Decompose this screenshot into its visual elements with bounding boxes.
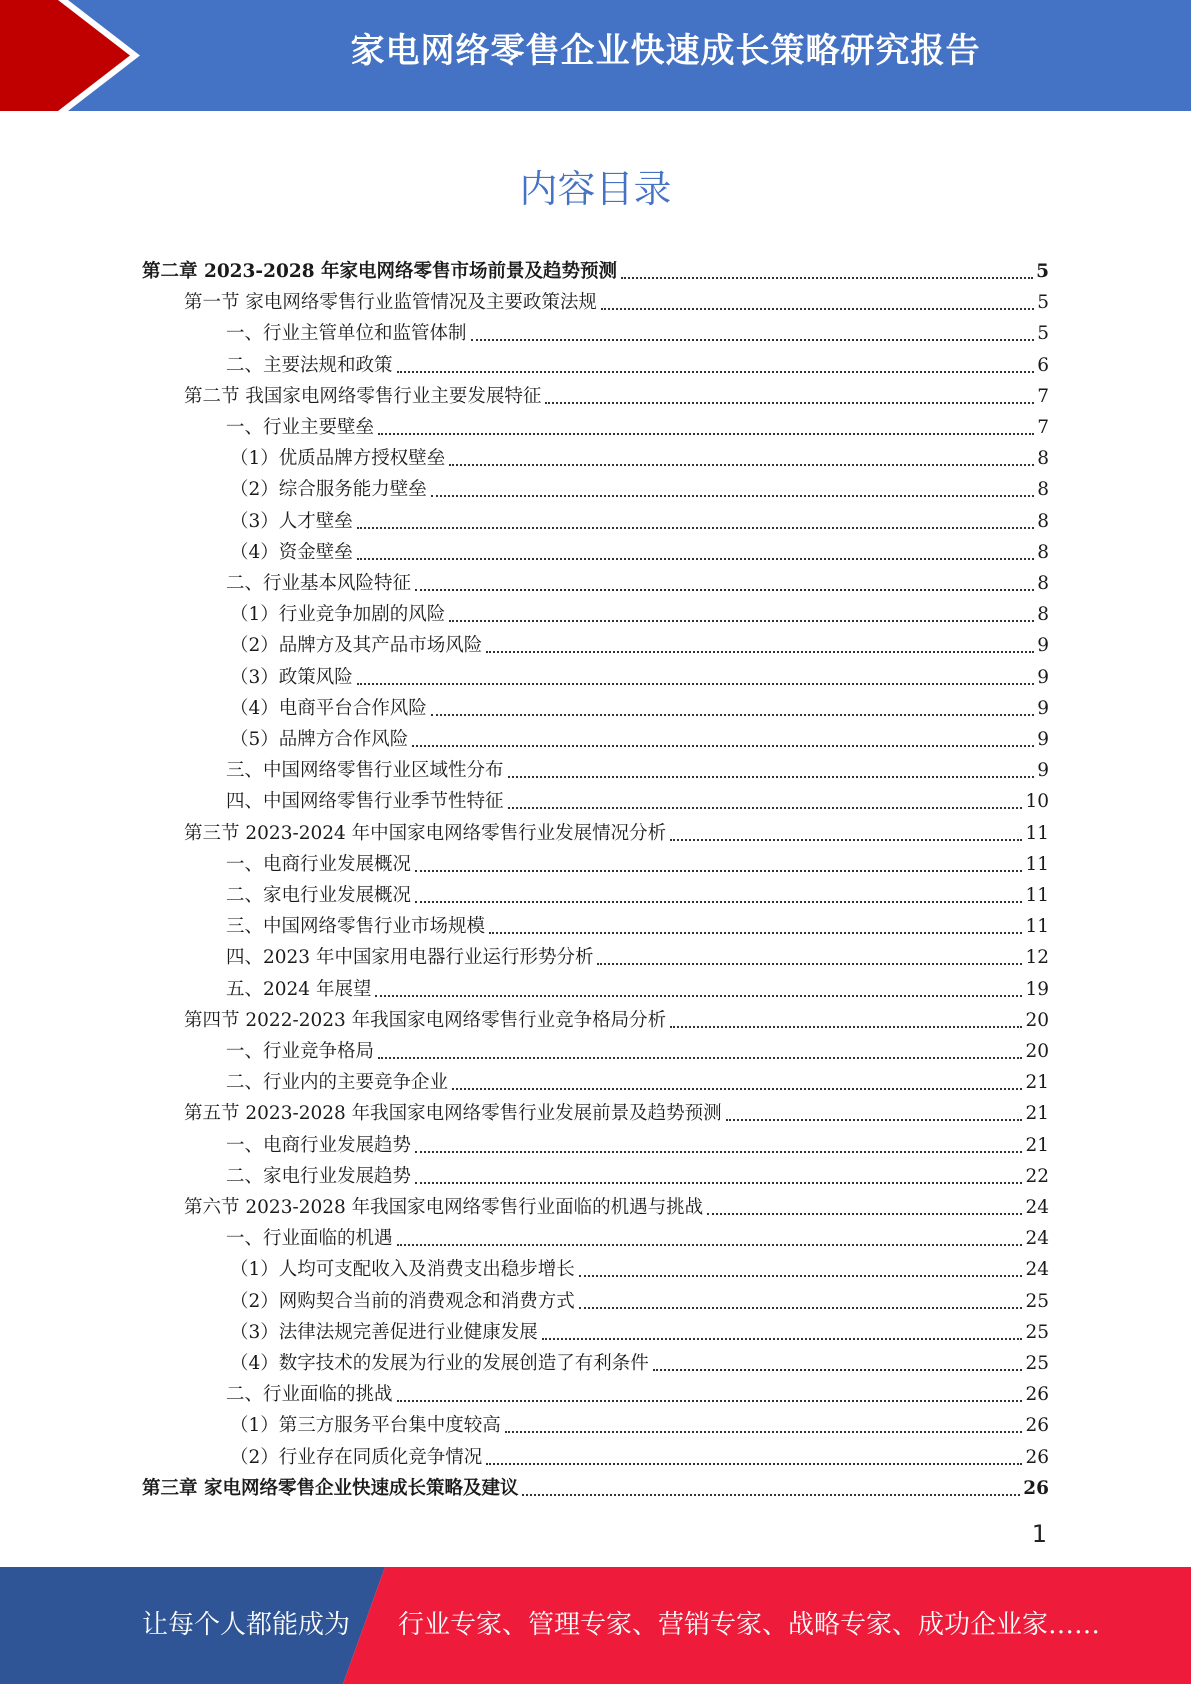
toc-entry-page: 9: [1037, 760, 1049, 782]
toc-entry-title: 第一节 家电网络零售行业监管情况及主要政策法规: [184, 292, 597, 314]
toc-entry-title: 五、2024 年展望: [226, 978, 372, 1000]
footer-slogan: 让每个人都能成为: [142, 1610, 351, 1640]
toc-dot-leader: [431, 714, 1034, 716]
toc-entry-page: 5: [1037, 292, 1049, 314]
toc-dot-leader: [579, 1275, 1023, 1277]
toc-entry[interactable]: [230, 596, 1049, 627]
page-footer: [0, 1567, 1191, 1684]
toc-entry-page: 11: [1025, 885, 1049, 906]
toc-entry-title: 三、中国网络零售行业区域性分布: [226, 760, 504, 782]
toc-entry[interactable]: [184, 815, 1049, 846]
toc-entry[interactable]: [230, 721, 1049, 752]
page-header: [0, 0, 1191, 111]
toc-entry[interactable]: [226, 783, 1049, 814]
toc-entry[interactable]: [230, 1283, 1049, 1314]
toc-entry-page: 11: [1025, 822, 1049, 844]
toc-entry[interactable]: [226, 1158, 1049, 1189]
toc-dot-leader: [431, 495, 1034, 497]
toc-dot-leader: [489, 932, 1022, 934]
toc-entry-title: 二、家电行业发展概况: [226, 885, 412, 906]
toc-dot-leader: [375, 995, 1022, 997]
toc-entry[interactable]: [226, 939, 1049, 970]
toc-dot-leader: [579, 1307, 1023, 1309]
toc-entry-title: 二、行业面临的挑战: [226, 1384, 393, 1406]
toc-dot-leader: [397, 1244, 1023, 1246]
toc-entry[interactable]: [226, 1127, 1049, 1158]
toc-dot-leader: [522, 1494, 1020, 1496]
toc-entry[interactable]: [226, 1064, 1049, 1095]
toc-entry-title: （1）行业竞争加剧的风险: [230, 604, 446, 626]
toc-entry-page: 5: [1037, 323, 1049, 345]
toc-entry[interactable]: [184, 1002, 1049, 1033]
toc-entry[interactable]: [230, 1345, 1049, 1376]
toc-dot-leader: [505, 1431, 1023, 1433]
toc-entry-title: 第二节 我国家电网络零售行业主要发展特征: [184, 385, 542, 407]
toc-entry[interactable]: [230, 659, 1049, 690]
toc-dot-leader: [415, 901, 1022, 903]
toc-entry-page: 9: [1037, 697, 1049, 719]
toc-entry-page: 26: [1025, 1384, 1049, 1406]
toc-entry-page: 24: [1025, 1197, 1049, 1218]
toc-entry-title: 四、中国网络零售行业季节性特征: [226, 791, 504, 813]
toc-entry-title: 第五节 2023-2028 年我国家电网络零售行业发展前景及趋势预测: [184, 1103, 722, 1125]
toc-dot-leader: [670, 839, 1022, 841]
toc-entry-title: 一、行业主要壁垒: [226, 417, 375, 438]
footer-tagline: 行业专家、管理专家、营销专家、战略专家、成功企业家……: [398, 1610, 1101, 1640]
toc-entry-title: 第六节 2023-2028 年我国家电网络零售行业面临的机遇与挑战: [184, 1197, 704, 1218]
toc-dot-leader: [542, 1338, 1023, 1340]
toc-entry[interactable]: [184, 1189, 1049, 1220]
toc-entry[interactable]: [230, 690, 1049, 721]
toc-entry[interactable]: [142, 253, 1049, 284]
toc-entry-page: 22: [1025, 1165, 1049, 1187]
toc-entry-title: 第四节 2022-2023 年我国家电网络零售行业竞争格局分析: [184, 1009, 667, 1031]
toc-entry[interactable]: [226, 877, 1049, 908]
toc-entry-page: 11: [1025, 853, 1049, 875]
toc-entry-page: 9: [1037, 729, 1049, 750]
toc-entry-page: 26: [1025, 1446, 1049, 1468]
toc-dot-leader: [397, 1400, 1023, 1402]
toc-entry-page: 26: [1025, 1415, 1049, 1437]
toc-entry[interactable]: [230, 440, 1049, 471]
toc-entry-page: 20: [1025, 1041, 1049, 1062]
toc-entry-page: 20: [1025, 1009, 1049, 1031]
header-arrow-icon: [0, 0, 160, 111]
toc-entry-title: （4）数字技术的发展为行业的发展创造了有利条件: [230, 1353, 649, 1374]
toc-entry[interactable]: [226, 1033, 1049, 1064]
toc-entry-page: 8: [1037, 541, 1049, 563]
toc-entry-page: 25: [1025, 1321, 1049, 1343]
toc-entry-title: 二、主要法规和政策: [226, 354, 393, 376]
toc-entry-title: （5）品牌方合作风险: [230, 729, 409, 750]
toc-entry[interactable]: [184, 284, 1049, 315]
toc-entry-title: （1）第三方服务平台集中度较高: [230, 1415, 501, 1437]
toc-entry-title: 四、2023 年中国家用电器行业运行形势分析: [226, 947, 594, 969]
page-number: 1: [1031, 1520, 1047, 1548]
toc-entry-title: 一、行业主管单位和监管体制: [226, 323, 467, 345]
toc-entry-title: 二、行业内的主要竞争企业: [226, 1072, 449, 1094]
toc-dot-leader: [415, 1151, 1022, 1153]
toc-dot-leader: [449, 620, 1034, 622]
toc-entry-title: （3）人才壁垒: [230, 510, 353, 532]
toc-entry[interactable]: [226, 908, 1049, 939]
toc-dot-leader: [415, 1182, 1022, 1184]
toc-dot-leader: [415, 870, 1022, 872]
toc-entry[interactable]: [226, 846, 1049, 877]
toc-entry[interactable]: [226, 315, 1049, 346]
toc-entry-page: 19: [1025, 978, 1049, 1000]
toc-dot-leader: [670, 1026, 1022, 1028]
toc-entry-page: 11: [1025, 916, 1049, 938]
toc-dot-leader: [415, 589, 1034, 591]
toc-entry[interactable]: [230, 1407, 1049, 1438]
toc-entry[interactable]: [226, 971, 1049, 1002]
toc-heading: 内容目录: [519, 167, 672, 211]
toc-entry-page: 25: [1025, 1290, 1049, 1312]
toc-entry-title: （3）政策风险: [230, 666, 353, 688]
toc-entry-title: 三、中国网络零售行业市场规模: [226, 916, 486, 938]
toc-entry-page: 21: [1025, 1134, 1049, 1156]
toc-entry-page: 7: [1037, 417, 1049, 438]
toc-entry-page: 6: [1037, 354, 1049, 376]
toc-entry[interactable]: [226, 752, 1049, 783]
toc-dot-leader: [508, 807, 1023, 809]
toc-dot-leader: [601, 308, 1034, 310]
toc-entry-page: 21: [1025, 1103, 1049, 1125]
toc-entry-title: （3）法律法规完善促进行业健康发展: [230, 1321, 538, 1343]
toc-dot-leader: [653, 1369, 1023, 1371]
toc-entry-title: （2）网购契合当前的消费观念和消费方式: [230, 1290, 575, 1312]
report-title: 家电网络零售企业快速成长策略研究报告: [350, 31, 981, 71]
toc-entry-page: 12: [1025, 947, 1049, 969]
toc-entry[interactable]: [226, 1220, 1049, 1251]
toc-entry-title: 第三章 家电网络零售企业快速成长策略及建议: [142, 1477, 519, 1499]
toc-entry-page: 25: [1025, 1353, 1049, 1374]
toc-dot-leader: [357, 683, 1034, 685]
toc-dot-leader: [378, 1057, 1022, 1059]
toc-entry[interactable]: [226, 409, 1049, 440]
toc-dot-leader: [378, 433, 1034, 435]
toc-entry-page: 8: [1037, 510, 1049, 532]
toc-entry-page: 24: [1025, 1259, 1049, 1281]
toc-entry[interactable]: [184, 1095, 1049, 1126]
toc-entry[interactable]: [230, 1314, 1049, 1345]
toc-entry-title: （1）优质品牌方授权壁垒: [230, 448, 446, 470]
toc-dot-leader: [412, 745, 1034, 747]
toc-entry-title: （2）品牌方及其产品市场风险: [230, 635, 483, 657]
toc-dot-leader: [508, 776, 1035, 778]
toc-entry-title: 一、电商行业发展趋势: [226, 1134, 412, 1156]
toc-dot-leader: [357, 558, 1034, 560]
toc-dot-leader: [486, 651, 1034, 653]
toc-entry[interactable]: [142, 1470, 1049, 1501]
toc-entry[interactable]: [226, 347, 1049, 378]
toc-entry-page: 9: [1037, 666, 1049, 688]
toc-entry-title: （4）电商平台合作风险: [230, 697, 427, 719]
toc-dot-leader: [545, 402, 1034, 404]
toc-entry-page: 8: [1037, 479, 1049, 501]
toc-entry-page: 8: [1037, 573, 1049, 594]
toc-entry-page: 21: [1025, 1072, 1049, 1094]
toc-entry-page: 9: [1037, 635, 1049, 657]
toc-entry[interactable]: [226, 565, 1049, 596]
toc-dot-leader: [726, 1119, 1023, 1121]
toc-entry[interactable]: [230, 1439, 1049, 1470]
toc-entry-page: 24: [1025, 1228, 1049, 1250]
toc-entry-page: 8: [1037, 604, 1049, 626]
toc-entry-title: 第二章 2023-2028 年家电网络零售市场前景及趋势预测: [142, 261, 618, 282]
toc-entry[interactable]: [230, 471, 1049, 502]
toc-entry-page: 10: [1025, 791, 1049, 813]
toc-entry-title: 二、家电行业发展趋势: [226, 1165, 412, 1187]
toc-entry-page: 5: [1036, 261, 1049, 282]
toc-entry-title: 第三节 2023-2024 年中国家电网络零售行业发展情况分析: [184, 822, 667, 844]
toc-dot-leader: [357, 527, 1034, 529]
toc-entry[interactable]: [230, 503, 1049, 534]
toc-entry-page: 26: [1023, 1477, 1049, 1499]
toc-dot-leader: [452, 1088, 1022, 1090]
toc-dot-leader: [621, 277, 1033, 279]
toc-entry[interactable]: [226, 1376, 1049, 1407]
toc-entry-title: （1）人均可支配收入及消费支出稳步增长: [230, 1259, 575, 1281]
toc-dot-leader: [486, 1463, 1022, 1465]
toc-dot-leader: [397, 371, 1035, 373]
toc-dot-leader: [707, 1213, 1022, 1215]
toc-entry-title: （2）行业存在同质化竞争情况: [230, 1446, 483, 1468]
toc-entry-title: （2）综合服务能力壁垒: [230, 479, 427, 501]
toc-entry-page: 8: [1037, 448, 1049, 470]
toc-entry[interactable]: [230, 1251, 1049, 1282]
toc-entry-title: 一、电商行业发展概况: [226, 853, 412, 875]
toc-entry[interactable]: [230, 534, 1049, 565]
toc-entry-title: 二、行业基本风险特征: [226, 573, 412, 594]
toc-entry-page: 7: [1037, 385, 1049, 407]
toc-dot-leader: [449, 464, 1034, 466]
toc-entry[interactable]: [230, 627, 1049, 658]
toc-entry-title: 一、行业竞争格局: [226, 1041, 375, 1062]
toc-dot-leader: [597, 963, 1022, 965]
toc-entry[interactable]: [184, 378, 1049, 409]
toc-dot-leader: [471, 339, 1035, 341]
toc-entry-title: （4）资金壁垒: [230, 541, 353, 563]
toc-entry-title: 一、行业面临的机遇: [226, 1228, 393, 1250]
